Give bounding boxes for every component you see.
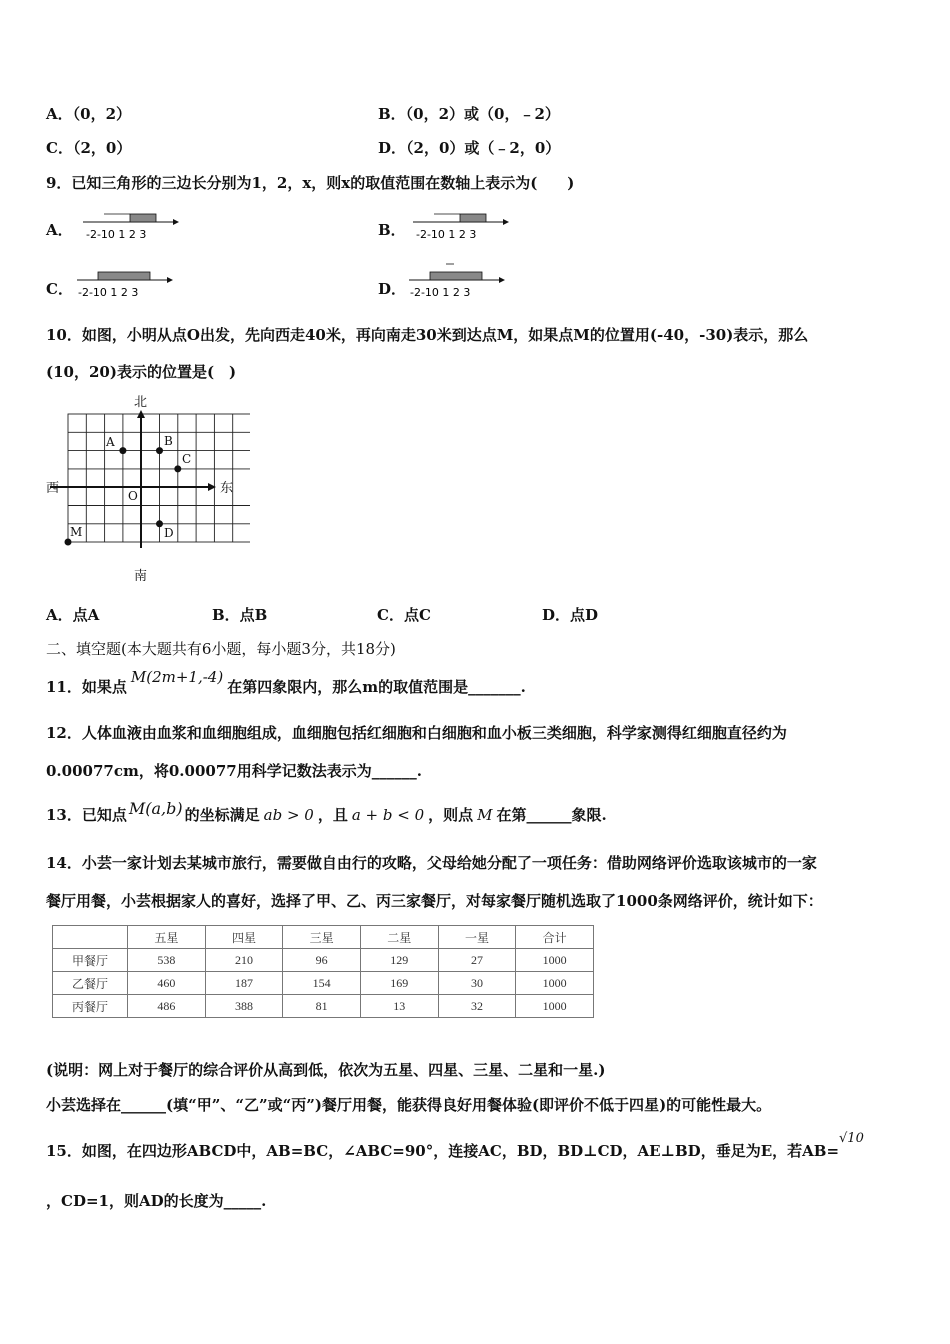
table-cell: 1000	[516, 949, 594, 972]
q15-line1	[46, 1131, 864, 1161]
q13-math-ab: ab > 0	[263, 806, 314, 824]
q12-line1: 12．人体血液由血浆和血细胞组成，血细胞包括红细胞和白细胞和血小板三类细胞，科学家测得红细胞直径约为	[46, 724, 787, 742]
table-row	[53, 972, 594, 995]
q8-option-c: C．（2，0）	[46, 139, 132, 157]
table-cell: 81	[283, 995, 361, 1018]
q10-point-c: C	[182, 452, 192, 466]
q10-option-b: B．点B	[212, 606, 268, 624]
table-cell: 1000	[516, 972, 594, 995]
q11-pre: 11．如果点	[46, 678, 127, 696]
q14-question: 小芸选择在______(填“甲”、“乙”或“丙”)餐厅用餐，能获得良好用餐体验(即评价不低于四星)的可能性最大。	[46, 1096, 772, 1114]
q13-mid2: ，且	[317, 806, 348, 824]
q13-mid1: 的坐标满足	[184, 806, 260, 824]
q10-point-d: D	[164, 526, 174, 540]
q15-line2: ，CD=1，则AD的长度为_____.	[46, 1192, 267, 1210]
q15-text: 15．如图，在四边形ABCD中，AB=BC，∠ABC=90°，连接AC，BD，BD⊥CD，AE⊥BD，垂足为E，若AB=	[46, 1142, 840, 1160]
table-cell: 27	[438, 949, 516, 972]
q11	[46, 668, 526, 697]
q10-option-d: D．点D	[542, 606, 599, 624]
table-cell: 460	[128, 972, 206, 995]
q13-math-m: M(a,b)	[128, 799, 183, 818]
q9-numberline-d	[404, 260, 509, 302]
q10-direction-grid	[40, 388, 250, 588]
q10-north-label: 北	[134, 395, 148, 410]
q10-point-b: B	[164, 434, 173, 448]
table-cell: 32	[438, 995, 516, 1018]
q10-option-c: C．点C	[377, 606, 431, 624]
table-cell: 1000	[516, 995, 594, 1018]
q11-post: 在第四象限内，那么m的取值范围是_______.	[227, 678, 526, 696]
q8-option-b: B．（0，2）或（0，﹣2）	[378, 105, 560, 123]
table-header-cell: 五星	[128, 926, 206, 949]
q10-point-o: O	[128, 489, 138, 503]
q9-label-b: B．	[378, 221, 406, 239]
table-cell: 538	[128, 949, 206, 972]
q13-post: 在第______象限.	[496, 806, 607, 824]
table-row	[53, 995, 594, 1018]
q9-label-a: A．	[46, 221, 73, 239]
q14-note: (说明：网上对于餐厅的综合评价从高到低，依次为五星、四星、三星、二星和一星.)	[46, 1061, 606, 1079]
q10-east-label: 东	[220, 481, 234, 496]
table-cell: 210	[205, 949, 283, 972]
q10-stem-line1: 10．如图，小明从点O出发，先向西走40米，再向南走30米到达点M，如果点M的位置用(-40，-30)表示，那么	[46, 326, 809, 344]
q9-numberline-a	[78, 208, 183, 244]
table-header-cell: 合计	[516, 926, 594, 949]
q8-option-a: A．（0，2）	[46, 105, 132, 123]
q9-stem: 9．已知三角形的三边长分别为1，2，x，则x的取值范围在数轴上表示为( )	[46, 174, 575, 192]
table-header-row	[53, 926, 594, 949]
table-header-cell: 一星	[438, 926, 516, 949]
q15-sqrt: √10	[839, 1131, 864, 1146]
q9-numberline-b	[408, 208, 513, 244]
q10-south-label: 南	[134, 569, 148, 584]
table-header-cell: 三星	[283, 926, 361, 949]
q9-numberline-c	[72, 266, 177, 302]
q10-option-a: A．点A	[46, 606, 100, 624]
q12-line2: 0.00077cm，将0.00077用科学记数法表示为______.	[46, 762, 422, 780]
table-cell: 96	[283, 949, 361, 972]
section-2-heading: 二、填空题(本大题共有6小题，每小题3分，共18分)	[46, 640, 396, 658]
table-cell: 乙餐厅	[53, 972, 128, 995]
q10-west-label: 西	[46, 481, 60, 496]
q14-line2: 餐厅用餐，小芸根据家人的喜好，选择了甲、乙、丙三家餐厅，对每家餐厅随机选取了1000条网络评价，统计如下：	[46, 892, 823, 910]
q13-mid3: ，则点	[428, 806, 474, 824]
table-cell: 388	[205, 995, 283, 1018]
q13-pre: 13．已知点	[46, 806, 127, 824]
q13	[46, 799, 607, 825]
q11-math: M(2m+1,-4)	[130, 668, 224, 686]
table-cell: 13	[360, 995, 438, 1018]
q8-option-d: D．（2，0）或（﹣2，0）	[378, 139, 561, 157]
table-row	[53, 949, 594, 972]
q10-point-m: M	[70, 525, 83, 539]
table-cell: 169	[360, 972, 438, 995]
table-cell: 甲餐厅	[53, 949, 128, 972]
table-cell: 30	[438, 972, 516, 995]
table-header-cell: 四星	[205, 926, 283, 949]
q13-math-sum: a + b < 0	[351, 806, 425, 824]
table-cell: 154	[283, 972, 361, 995]
q9-ticks-c: -2-10 1 2 3	[78, 286, 139, 299]
table-cell: 486	[128, 995, 206, 1018]
q10-stem-line2: (10，20)表示的位置是( )	[46, 363, 237, 381]
table-cell: 129	[360, 949, 438, 972]
q14-rating-table	[52, 925, 594, 1018]
table-header-cell	[53, 926, 128, 949]
q13-math-point: M	[477, 806, 493, 824]
q9-ticks-b: -2-10 1 2 3	[416, 228, 477, 241]
q9-label-d: D．	[378, 280, 407, 298]
q9-label-c: C．	[46, 280, 73, 298]
table-header-cell: 二星	[360, 926, 438, 949]
q14-line1: 14．小芸一家计划去某城市旅行，需要做自由行的攻略，父母给她分配了一项任务：借助网络评价选取该城市的一家	[46, 854, 817, 872]
q10-point-a: A	[106, 435, 115, 449]
table-cell: 187	[205, 972, 283, 995]
q9-ticks-d: -2-10 1 2 3	[410, 286, 471, 299]
table-cell: 丙餐厅	[53, 995, 128, 1018]
q9-ticks-a: -2-10 1 2 3	[86, 228, 147, 241]
